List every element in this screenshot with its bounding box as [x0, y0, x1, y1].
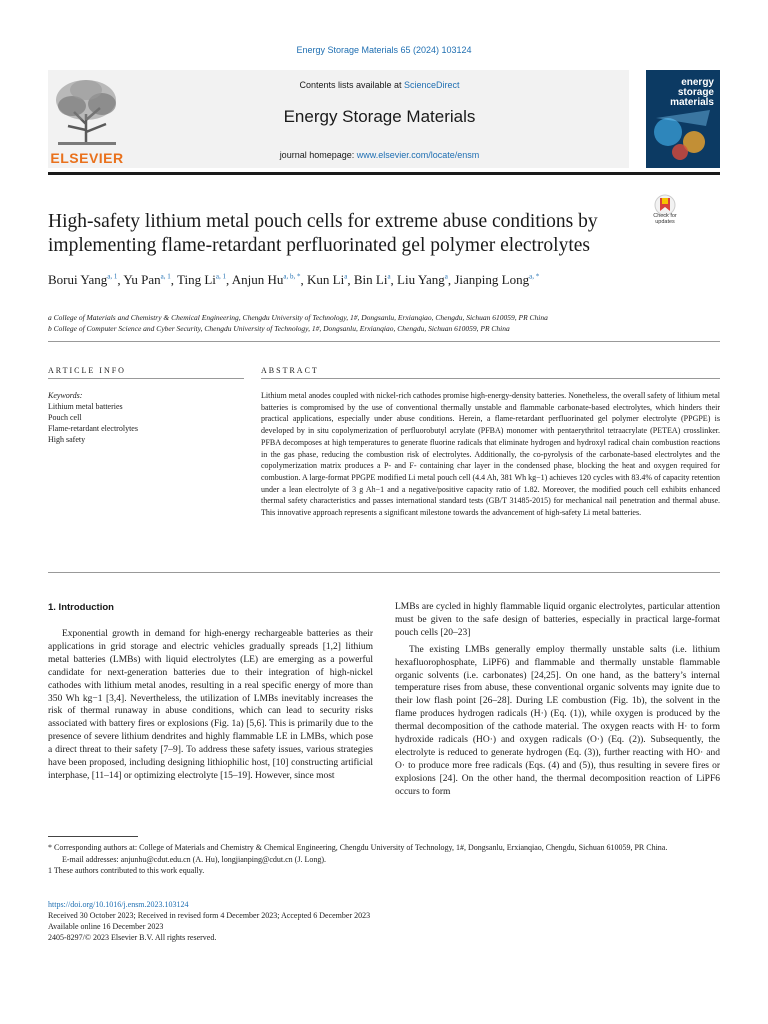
paragraph: LMBs are cycled in highly flammable liquid organic electrolytes, particular attention must be given to the safe design of batteries, especially in practical large-format pouch cells [20–23]	[395, 602, 720, 638]
keyword: Pouch cell	[48, 413, 82, 422]
elsevier-wordmark: ELSEVIER	[50, 150, 124, 166]
journal-reference[interactable]: Energy Storage Materials 65 (2024) 103124	[296, 45, 472, 55]
footnote-rule	[48, 836, 138, 837]
body-column-left	[48, 628, 373, 787]
footnote-emails[interactable]: E-mail addresses: anjunhu@cdut.edu.cn (A. Hu), longjianping@cdut.cn (J. Long).	[62, 854, 327, 864]
author-list: Borui Yang$^{a, 1}$, Yu Pan$^{a, 1}$, Ting Li$^{a, 1}$, Anjun $Hu^{a, b, *}$, Kun Li$^a$, Bin Li$^a$, Liu Yang$^a$, Jianping Long$^{a, *}$	[48, 272, 540, 288]
available-online: Available online 16 December 2023	[48, 922, 164, 931]
journal-cover-thumbnail[interactable]	[646, 70, 720, 168]
author[interactable]: Borui Yang$^{a, 1}$	[48, 272, 118, 288]
doi-link[interactable]: https://doi.org/10.1016/j.ensm.2023.103124	[48, 900, 189, 909]
check-for-updates-label: Check for updates	[653, 213, 677, 225]
footnote-equal-contribution: 1 These authors contributed to this work equally.	[48, 866, 205, 875]
footnote-corresponding: * Corresponding authors at: College of Materials and Chemistry & Chemical Engineering, Chengdu University of Technology, 1#, Dongsanlu, Erxianqiao, Chengdu, Sichuan 610059, PR China.	[48, 843, 668, 852]
author[interactable]: Anjun $Hu^{a, b, *}$	[231, 272, 301, 288]
cover-title-line: energy	[681, 77, 714, 88]
paragraph: Exponential growth in demand for high-energy rechargeable batteries as their applications in grid storage and electric vehicles gradually spreads [1,2] lithium metal batteries (LMBs) with liquid electrolytes (LE) are emerging as a powerful candidate for next-generation batteries due to their integration of high-nickel cathodes with lithium metal anodes, resulting in a real specific energy of more than 350 Wh kg−1 [3,4]. Nevertheless, the utilization of LMBs inevitably increases the risk of thermal runaway in abuse conditions, which can lead to security risks associated with battery fires or explosions (Fig. 1a) [5,6]. This is primarily due to the presence of severe lithium dendrites and highly flammable LE in LMBs, which pose a direct threat to their safety [7–9]. To address these safety issues, various strategies have been proposed, including designing lithiophilic host, [10] constructing artificial interphase, [11–14] or optimizing electrolyte [15–19]. However, since most	[48, 629, 373, 781]
header-rule	[48, 172, 720, 175]
journal-name: Energy Storage Materials	[283, 107, 476, 126]
keyword: Lithium metal batteries	[48, 402, 123, 411]
article-title: High-safety lithium metal pouch cells for extreme abuse conditions by implementing flame-retardant perfluorinated gel polymer electrolytes	[48, 211, 598, 256]
footnotes	[48, 842, 720, 877]
homepage-line	[130, 150, 629, 160]
author[interactable]: Yu Pan$^{a, 1}$	[123, 272, 171, 288]
abstract-text: Lithium metal anodes coupled with nickel-rich cathodes promise high-energy-density batteries. Nonetheless, the overall safety of lithium metal batteries is compromised by the use of conventional thermally unstable and flammable carbonate-based electrolytes, which hinders their practical applications, especially under abuse conditions. Herein, a flame-retardant perfluorinated gel polymer electrolyte (PPGPE) is developed by in situ copolymerization of perfluorobutyl acrylate (PFBA) monomer with pentaerythritol tetraacrylate (PETEA) crosslinker. PFBA decomposes at high temperatures to generate fluorine radicals that eliminate hydrogen and hydroxyl radical chain combustion reactions in the gas phase, reducing the combustion risk of electrolytes. Additionally, the co-pyrolysis of the carbonate-based electrolytes and the copolymerization matrix produces a P- and F- containing char layer in the condensed phase, blocking the heat and oxygen required for combustion. A large-format PPGPE modified Li metal pouch cell (4.4 Ah, 381 Wh kg−1) achieves 120 cycles with 83.4% of capacity retention under a lean electrolyte of 3 g Ah−1 and a negative/positive capacity ratio of 1.82. Moreover, the modified pouch cell exhibits enhanced thermal safety characteristics and passes international standard tests (GB/T 31485-2015) for mechanical nail penetration and thermal abuse. This innovative approach represents a significant milestone towards the advancement of high-safety Li metal batteries.	[261, 391, 720, 518]
paragraph: The existing LMBs generally employ thermally unstable salts (i.e. lithium hexafluorophosphate, LiPF6) and flammable and thermally unstable flammable organic solvents (i.e. carbonates) [24,25]. On one hand, as the battery’s internal temperature rises from abuse, these conventional organic solvents may ignite due to their low flash point [26–28]. During LE combustion (Fig. 1b), the solvent in the flame produces hydrogen radicals (H·) (Eq. (1)), while oxygen is produced by the thermal decomposition of the cathode material. The oxygen reacts with H· to form hydroxide radicals (HO·) and oxygen radicals (O·) (Eq. (2)). Subsequently, the electrolyte is reduced to generate hydrogen (Eq. (3)), further reacting with HO· and O· to produce more free radicals (Eqs. (4) and (5)), thus resulting in severe fires or explosions [24]. On the other hand, the thermal decomposition reaction of LiPF6 occurs to form	[395, 644, 720, 797]
author[interactable]: Jianping Long$^{a, *}$	[454, 272, 540, 288]
cover-art-icon	[646, 70, 720, 168]
author[interactable]: Bin Li$^a$	[353, 272, 391, 288]
author[interactable]: Ting Li$^{a, 1}$	[176, 272, 226, 288]
copyright: 2405-8297/© 2023 Elsevier B.V. All rights reserved.	[48, 933, 217, 942]
divider	[261, 378, 720, 379]
cover-title-line: storage	[677, 87, 714, 98]
homepage-link[interactable]: www.elsevier.com/locate/ensm	[356, 150, 480, 160]
contents-prefix: Contents lists available at	[299, 80, 405, 90]
publication-info	[48, 899, 720, 943]
abstract-heading: ABSTRACT	[261, 366, 319, 375]
homepage-prefix: journal homepage:	[279, 150, 357, 160]
keywords-block	[48, 390, 244, 445]
affiliation: a College of Materials and Chemistry & Chemical Engineering, Chengdu University of Technology, 1#, Dongsanlu, Erxianqiao, Chengdu, Sichuan 610059, PR China	[48, 313, 548, 322]
received-dates: Received 30 October 2023; Received in revised form 4 December 2023; Accepted 6 December 2023	[48, 911, 371, 920]
divider	[48, 378, 244, 379]
affiliation: b College of Computer Science and Cyber Security, Chengdu University of Technology, 1#, Dongsanlu, Erxianqiao, Chengdu, Sichuan 610059, PR China	[48, 324, 510, 333]
cover-title-line: materials	[670, 97, 714, 108]
divider	[48, 572, 720, 573]
article-info-heading: ARTICLE INFO	[48, 366, 126, 375]
sciencedirect-link[interactable]: ScienceDirect	[404, 80, 460, 90]
keywords-label: Keywords:	[48, 391, 83, 400]
author[interactable]: Liu Yang$^a$	[397, 272, 448, 288]
divider	[48, 341, 720, 342]
keyword: Flame-retardant electrolytes	[48, 424, 138, 433]
author[interactable]: Kun Li$^a$	[307, 272, 348, 288]
contents-line	[130, 80, 629, 90]
body-column-right	[395, 601, 720, 803]
affiliations	[48, 312, 728, 334]
tree-logo-icon	[48, 74, 126, 148]
keyword: High safety	[48, 435, 86, 444]
section-heading-introduction: 1. Introduction	[48, 602, 114, 613]
